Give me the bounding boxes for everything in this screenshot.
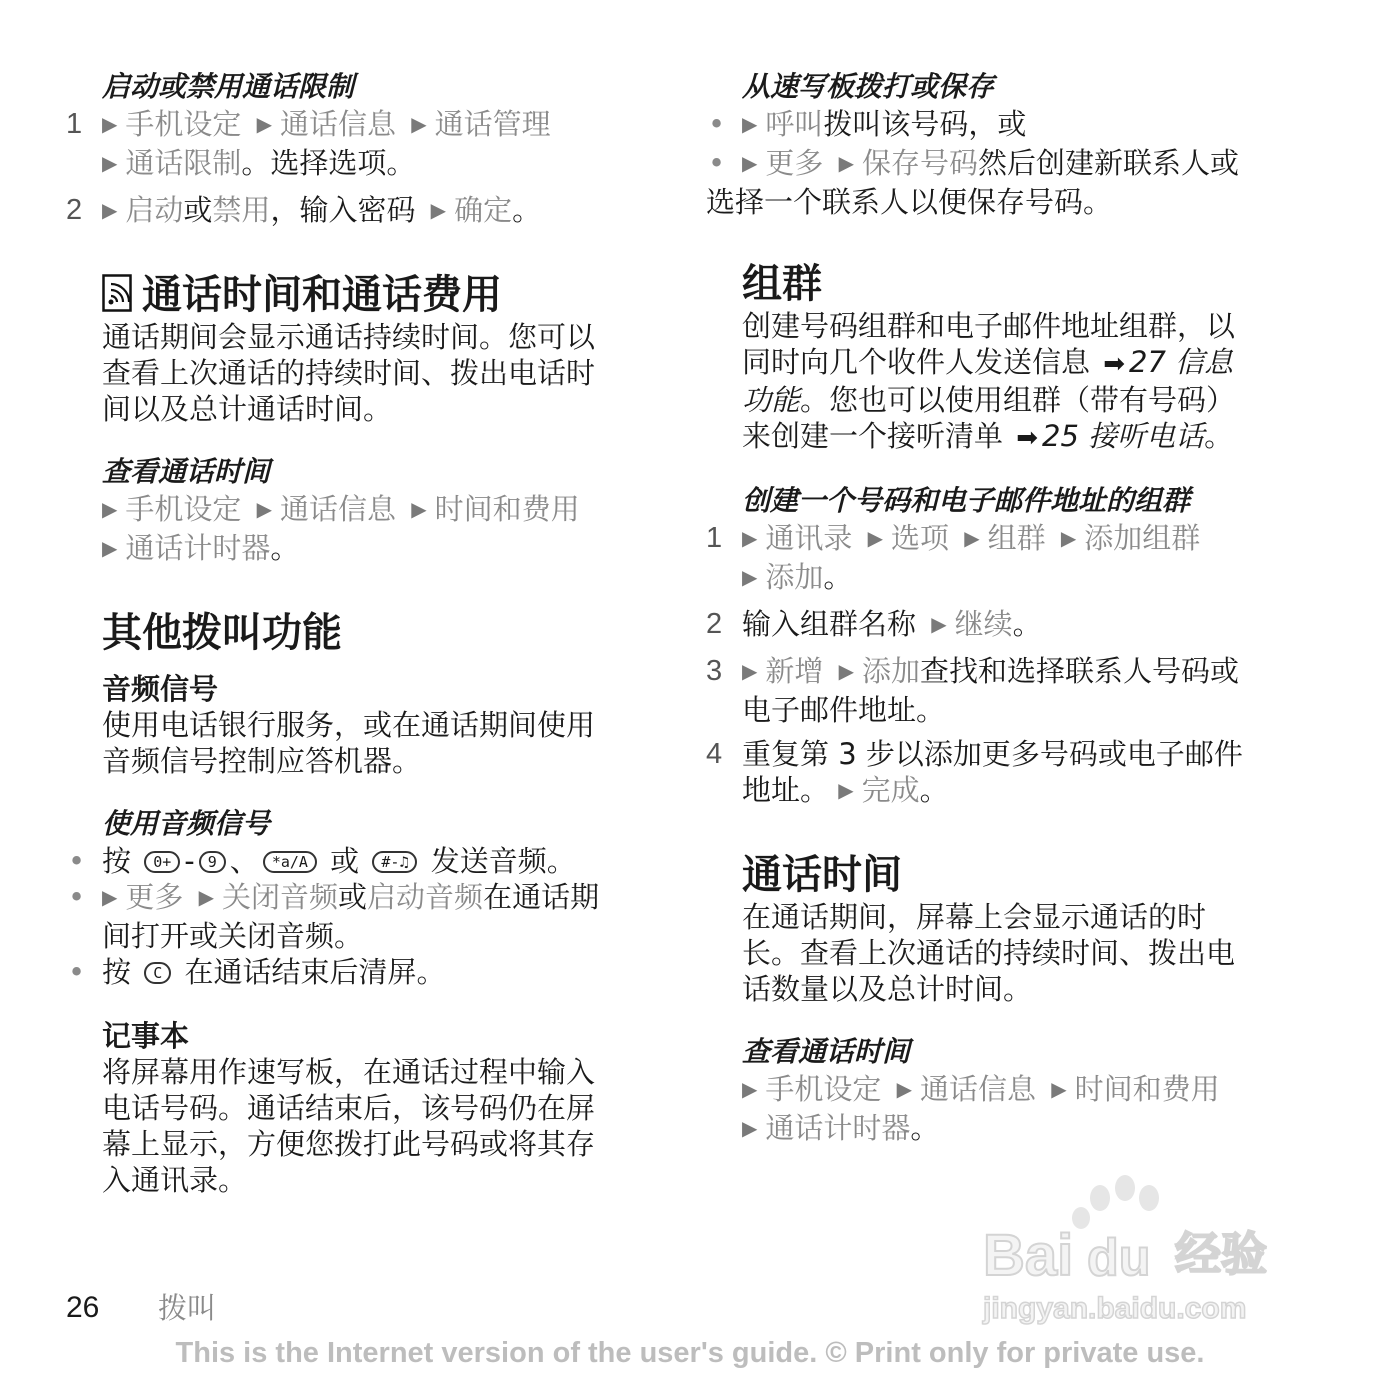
text: 选择一个联系人以便保存号码。 <box>706 185 1113 219</box>
text-line: 音频信号控制应答机器。 <box>102 744 422 778</box>
paw-logo-icon <box>975 1170 1305 1330</box>
text: 、 <box>229 844 259 878</box>
nav-arrow-icon: ▶ <box>411 497 427 521</box>
bullet-icon: • <box>68 880 86 914</box>
section-heading-view-call-time: 查看通话时间 <box>102 455 271 488</box>
nav-arrow-icon: ▶ <box>742 526 758 550</box>
link-messaging[interactable]: 27 信息 <box>1129 345 1234 379</box>
text: 或 <box>330 844 360 878</box>
menu-item-contacts[interactable]: 通讯录 <box>765 521 853 555</box>
subsection-title-notepad: 记事本 <box>102 1019 190 1053</box>
menu-item-call-timer[interactable]: 通话计时器 <box>765 1111 911 1145</box>
menu-item-call-info[interactable]: 通话信息 <box>280 492 397 526</box>
menu-item-phone-settings[interactable]: 手机设定 <box>125 107 242 141</box>
paragraph-call-time <box>102 319 662 427</box>
nav-arrow-icon: ▶ <box>931 612 947 636</box>
nav-arrow-icon: ▶ <box>742 151 758 175</box>
nav-arrow-icon: ▶ <box>742 1116 758 1140</box>
bullet-icon: • <box>708 107 726 141</box>
menu-item-disable[interactable]: 禁用 <box>212 193 271 227</box>
menu-item-more[interactable]: 更多 <box>125 880 184 914</box>
menu-item-phone-settings[interactable]: 手机设定 <box>125 492 242 526</box>
text: 。 <box>1204 419 1234 453</box>
nav-arrow-icon: ▶ <box>411 112 427 136</box>
step-text: ，输入密码 <box>270 193 416 227</box>
bullet-icon: • <box>708 146 726 180</box>
text: - <box>184 844 195 878</box>
arrow-right-icon: ➡ <box>1016 423 1039 453</box>
watermark-brand-2: du <box>1087 1229 1151 1287</box>
bullet-item <box>68 879 662 954</box>
step-number: 1 <box>706 522 723 554</box>
text-line: 间以及总计通话时间。 <box>102 392 393 426</box>
text: 拨叫该号码，或 <box>823 107 1027 141</box>
subsection-title-tone: 音频信号 <box>102 672 219 706</box>
text: 。您也可以使用组群（带有号码） <box>800 383 1236 417</box>
key-star-icon: *a/A <box>263 851 317 873</box>
text-line: 查看上次通话的持续时间、拨出电话时 <box>102 356 596 390</box>
text: 重复第 3 步以添加更多号码或电子邮件 <box>742 737 1243 771</box>
private-use-notice: This is the Internet version of the user's guide. © Print only for private use. <box>175 1337 1205 1369</box>
bullet-icon: • <box>68 844 86 878</box>
text-line: 入通讯录。 <box>102 1163 248 1197</box>
menu-item-call-restrict[interactable]: 通话限制 <box>125 146 242 180</box>
text: 发送音频。 <box>430 844 576 878</box>
nav-arrow-icon: ▶ <box>896 1077 913 1101</box>
menu-item-done[interactable]: 完成 <box>861 773 920 807</box>
step-number: 2 <box>706 608 723 640</box>
key-hash-icon: #-♫ <box>372 851 417 873</box>
step-1 <box>66 106 662 184</box>
text: 。 <box>1012 607 1042 641</box>
text: 。 <box>919 773 949 807</box>
menu-path <box>102 491 662 569</box>
text: 在通话期 <box>483 880 600 914</box>
baidu-watermark <box>975 1170 1305 1330</box>
footer-section-title: 拨叫 <box>158 1291 217 1325</box>
section-title-call-time: 通话时间 <box>742 852 902 898</box>
text: 间打开或关闭音频。 <box>102 919 364 953</box>
text: 按 <box>102 955 132 989</box>
bullet-item <box>68 954 662 990</box>
step-text: 或 <box>183 193 213 227</box>
key-0-icon: 0+ <box>144 851 180 873</box>
paragraph-notepad <box>102 1054 662 1198</box>
text: 按 <box>102 844 132 878</box>
bullet-item <box>68 843 662 879</box>
paragraph-tone <box>102 707 662 779</box>
section-heading-view-call-time-2: 查看通话时间 <box>742 1035 911 1068</box>
nav-arrow-icon: ▶ <box>430 198 447 222</box>
text-line: 通话期间会显示通话持续时间。您可以 <box>102 320 596 354</box>
step-number: 1 <box>66 108 83 140</box>
text: 同时向几个收件人发送信息 <box>742 345 1091 379</box>
section-heading-use-tone: 使用音频信号 <box>102 807 271 840</box>
nav-arrow-icon: ▶ <box>102 112 118 136</box>
step-2 <box>66 192 662 231</box>
menu-item-ok[interactable]: 确定 <box>454 193 513 227</box>
menu-item-enable[interactable]: 启动 <box>125 193 184 227</box>
text: 在通话结束后清屏。 <box>184 955 446 989</box>
key-9-icon: 9 <box>199 851 226 873</box>
text: 然后创建新联系人或 <box>978 146 1240 180</box>
text: 查找和选择联系人号码或 <box>920 654 1240 688</box>
menu-item-call-info[interactable]: 通话信息 <box>280 107 397 141</box>
link-receive-call[interactable]: 25 接听电话 <box>1042 419 1205 453</box>
nav-arrow-icon: ▶ <box>256 112 273 136</box>
section-heading-save-number: 从速写板拨打或保存 <box>742 70 995 103</box>
step-4 <box>706 736 1302 811</box>
watermark-cn: 经验 <box>1175 1227 1267 1281</box>
section-title-text: 通话时间和通话费用 <box>142 272 502 318</box>
step-3 <box>706 653 1302 728</box>
text-line: 幕上显示，方便您拨打此号码或将其存 <box>102 1127 596 1161</box>
nav-arrow-icon: ▶ <box>102 536 118 560</box>
left-column <box>66 70 662 1198</box>
text: 电子邮件地址。 <box>742 693 946 727</box>
menu-item-add-group[interactable]: 添加组群 <box>1084 521 1201 555</box>
page-number: 26 <box>66 1291 100 1324</box>
nav-arrow-icon: ▶ <box>867 526 884 550</box>
menu-item-time-cost[interactable]: 时间和费用 <box>434 492 580 526</box>
text-line: 使用电话银行服务，或在通话期间使用 <box>102 708 596 742</box>
menu-item-call-manage[interactable]: 通话管理 <box>434 107 551 141</box>
nav-arrow-icon: ▶ <box>256 497 273 521</box>
nav-arrow-icon: ▶ <box>1060 526 1077 550</box>
arrow-right-icon: ➡ <box>1103 349 1126 379</box>
nav-arrow-icon: ▶ <box>742 1077 758 1101</box>
bullet-item <box>706 145 1302 220</box>
menu-item-add[interactable]: 添加 <box>765 560 824 594</box>
menu-item-save-number[interactable]: 保存号码 <box>862 146 979 180</box>
menu-path <box>742 1071 1302 1149</box>
section-title-call-time-cost <box>102 271 662 319</box>
step-1 <box>706 520 1302 598</box>
menu-item-call-timer[interactable]: 通话计时器 <box>125 531 271 565</box>
menu-item-time-cost[interactable]: 时间和费用 <box>1074 1072 1220 1106</box>
bullet-item <box>708 106 1302 145</box>
text: 地址。 <box>742 773 830 807</box>
right-column <box>706 70 1302 1149</box>
key-c-icon: C <box>144 962 171 984</box>
section-heading-create-group: 创建一个号码和电子邮件地址的组群 <box>742 484 1191 517</box>
text-line: 在通话期间，屏幕上会显示通话的时 <box>742 900 1207 934</box>
phone-signal-icon <box>102 274 132 312</box>
text-line: 创建号码组群和电子邮件地址组群，以 <box>742 309 1236 343</box>
watermark-brand: Bai <box>983 1223 1074 1288</box>
text-line: 将屏幕用作速写板，在通话过程中输入 <box>102 1055 596 1089</box>
bullet-icon: • <box>68 955 86 989</box>
paragraph-groups <box>742 308 1302 456</box>
step-number: 4 <box>706 738 723 770</box>
nav-arrow-icon: ▶ <box>838 778 854 802</box>
section-title-groups: 组群 <box>742 261 822 307</box>
step-text: 。选择选项。 <box>241 146 416 180</box>
text: 输入组群名称 <box>742 607 917 641</box>
menu-item-more[interactable]: 更多 <box>765 146 824 180</box>
link-messaging-cont[interactable]: 功能 <box>742 383 801 417</box>
text: 。 <box>910 1111 940 1145</box>
menu-item-call[interactable]: 呼叫 <box>765 107 824 141</box>
step-number: 2 <box>66 194 83 226</box>
step-number: 3 <box>706 655 723 687</box>
nav-arrow-icon: ▶ <box>742 565 758 589</box>
watermark-url: jingyan.baidu.com <box>983 1292 1247 1325</box>
menu-item-tone-on[interactable]: 启动音频 <box>367 880 484 914</box>
text-line: 话数量以及总计时间。 <box>742 972 1033 1006</box>
nav-arrow-icon: ▶ <box>102 497 118 521</box>
step-text: 。 <box>270 531 300 565</box>
nav-arrow-icon: ▶ <box>102 151 118 175</box>
menu-item-options[interactable]: 选项 <box>891 521 950 555</box>
nav-arrow-icon: ▶ <box>964 526 980 550</box>
nav-arrow-icon: ▶ <box>102 885 118 909</box>
nav-arrow-icon: ▶ <box>1051 1077 1067 1101</box>
menu-item-tone-off[interactable]: 关闭音频 <box>222 880 339 914</box>
nav-arrow-icon: ▶ <box>742 659 758 683</box>
nav-arrow-icon: ▶ <box>102 198 118 222</box>
nav-arrow-icon: ▶ <box>198 885 215 909</box>
step-2 <box>706 606 1302 645</box>
nav-arrow-icon: ▶ <box>838 659 855 683</box>
step-text: 。 <box>512 193 542 227</box>
text-line: 长。查看上次通话的持续时间、拨出电 <box>742 936 1236 970</box>
menu-item-continue[interactable]: 继续 <box>954 607 1013 641</box>
section-title-other-features: 其他拨叫功能 <box>102 610 342 656</box>
nav-arrow-icon: ▶ <box>838 151 855 175</box>
text-line: 电话号码。通话结束后，该号码仍在屏 <box>102 1091 596 1125</box>
text: 来创建一个接听清单 <box>742 419 1004 453</box>
paragraph-call-time-2 <box>742 899 1302 1007</box>
menu-item-phone-settings[interactable]: 手机设定 <box>765 1072 882 1106</box>
nav-arrow-icon: ▶ <box>742 112 758 136</box>
text: 或 <box>338 880 368 914</box>
text: 。 <box>823 560 853 594</box>
menu-item-groups[interactable]: 组群 <box>987 521 1046 555</box>
menu-item-call-info[interactable]: 通话信息 <box>920 1072 1037 1106</box>
menu-item-new[interactable]: 新增 <box>765 654 824 688</box>
menu-item-add[interactable]: 添加 <box>862 654 921 688</box>
section-heading-call-restrict: 启动或禁用通话限制 <box>102 70 355 103</box>
